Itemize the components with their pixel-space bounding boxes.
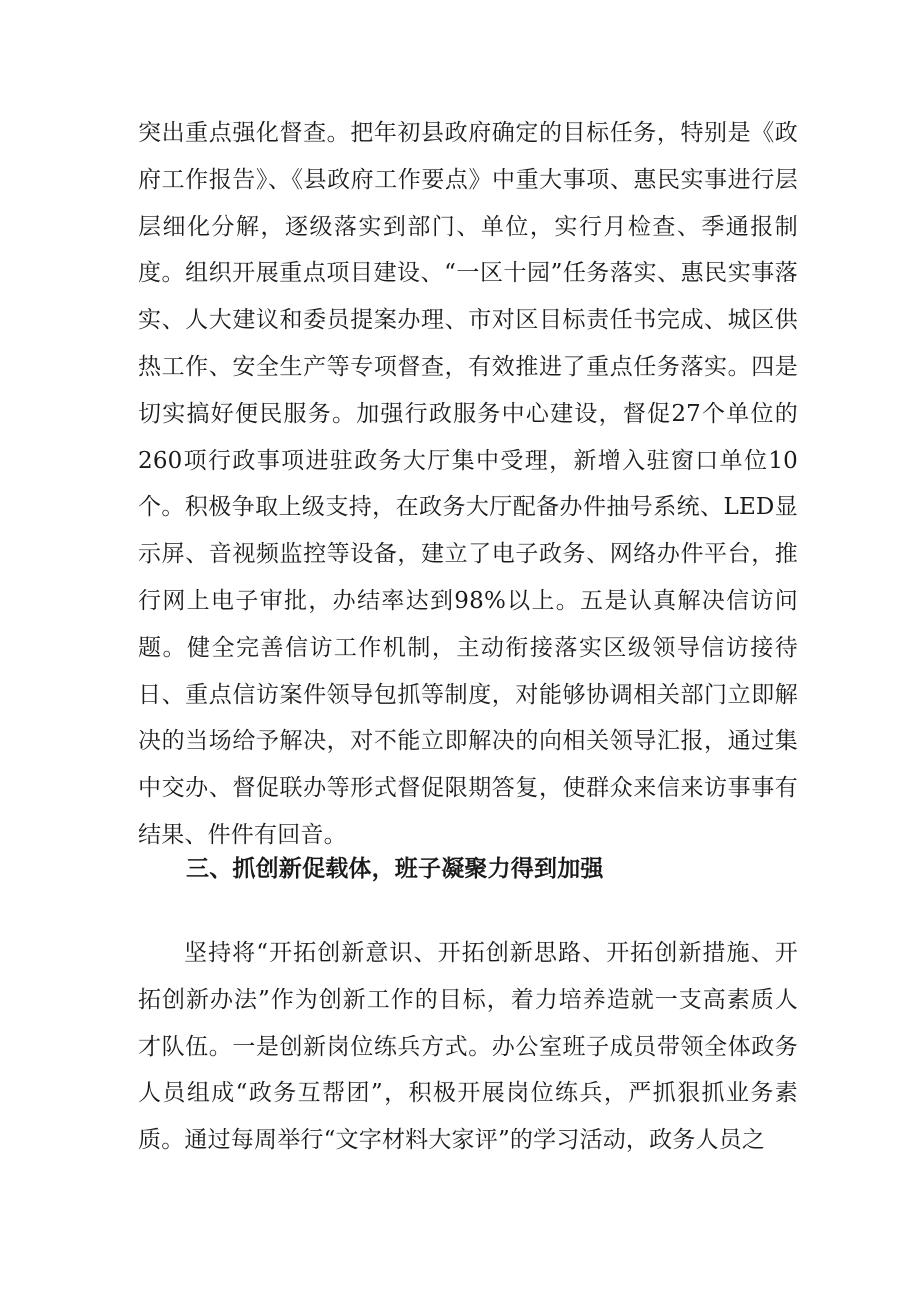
section-heading-innovation: 三、抓创新促载体，班子凝聚力得到加强 <box>186 855 604 882</box>
paragraph-innovation-training: 坚持将“开拓创新意识、开拓创新思路、开拓创新措施、开拓创新办法”作为创新工作的目标，着力培养造就一支高素质人才队伍。一是创新岗位练兵方式。办公室班子成员带领全体政务人员组成“政务互帮团”，积极开展岗位练兵，严抓狠抓业务素质。通过每周举行“文字材料大家评”的学习活动，政务人员之 <box>138 940 798 1154</box>
paragraph-supervision-services: 突出重点强化督查。把年初县政府确定的目标任务，特别是《政府工作报告》、《县政府工作要点》中重大事项、惠民实事进行层层细化分解，逐级落实到部门、单位，实行月检查、季通报制度。组织开展重点项目建设、“一区十园”任务落实、惠民实事落实、人大建议和委员提案办理、市对区目标责任书完成、城区供热工作、安全生产等专项督查，有效推进了重点任务落实。四是切实搞好便民服务。加强行政服务中心建设，督促27个单位的260项行政事项进驻政务大厅集中受理，新增入驻窗口单位10个。积极争取上级支持，在政务大厅配备办件抽号系统、LED显示屏、音视频监控等设备，建立了电子政务、网络办件平台，推行网上电子审批，办结率达到98%以上。五是认真解决信访问题。健全完善信访工作机制，主动衔接落实区级领导信访接待日、重点信访案件领导包抓等制度，对能够协调相关部门立即解决的当场给予解决，对不能立即解决的向相关领导汇报，通过集中交办、督促联办等形式督促限期答复，使群众来信来访事事有结果、件件有回音。 <box>138 120 798 848</box>
